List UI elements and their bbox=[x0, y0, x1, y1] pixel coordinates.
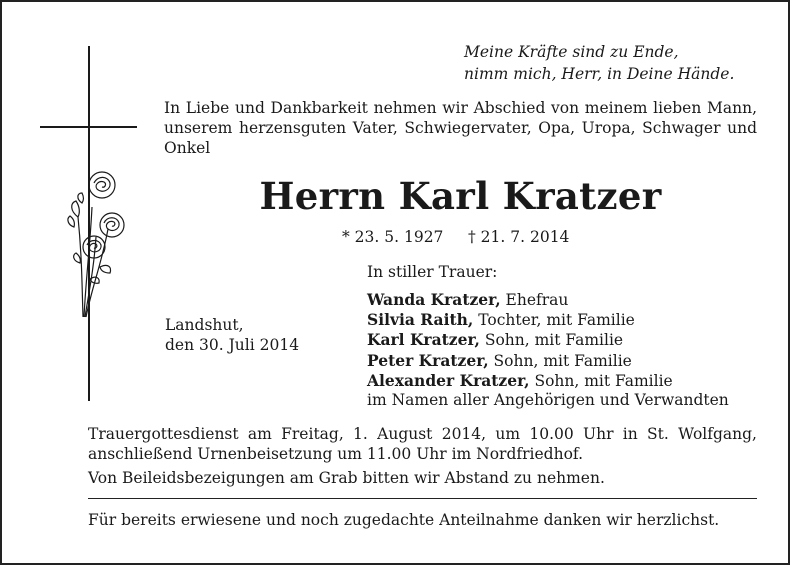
cross-crossbar bbox=[40, 126, 137, 128]
mourner-row bbox=[367, 371, 729, 391]
mourner-row bbox=[367, 351, 729, 371]
mourner-name: Wanda Kratzer, bbox=[367, 290, 501, 309]
mourner-row bbox=[367, 330, 729, 350]
mourner-relation: Sohn, mit Familie bbox=[488, 351, 632, 370]
place-date bbox=[165, 315, 299, 355]
birth-date: * 23. 5. 1927 bbox=[342, 228, 444, 246]
mourner-relation: Sohn, mit Familie bbox=[479, 331, 624, 350]
death-date: † 21. 7. 2014 bbox=[468, 228, 570, 246]
mourners-closing: im Namen aller Angehörigen und Verwandten bbox=[367, 391, 729, 410]
mourners-heading: In stiller Trauer: bbox=[367, 263, 498, 281]
mourner-name: Silvia Raith, bbox=[367, 310, 474, 330]
mourner-row bbox=[367, 310, 729, 330]
mourner-name: Alexander Kratzer, bbox=[367, 370, 530, 390]
place-line: Landshut, bbox=[165, 316, 244, 334]
roses-icon bbox=[64, 167, 134, 327]
mourner-name: Peter Kratzer, bbox=[367, 350, 489, 370]
mourners-list bbox=[367, 290, 729, 410]
date-line: den 30. Juli 2014 bbox=[165, 336, 300, 354]
condolence-note: Von Beileidsbezeigungen am Grab bitten wir Abstand zu nehmen. bbox=[88, 469, 605, 487]
mourner-relation: Sohn, mit Familie bbox=[529, 371, 673, 390]
service-info: Trauergottesdienst am Freitag, 1. August 2014, um 10.00 Uhr in St. Wolfgang, anschließend Urnenbeisetzung um 11.00 Uhr im Nordfriedhof. bbox=[88, 425, 757, 463]
mourner-row bbox=[367, 290, 729, 310]
mourner-relation: Ehefrau bbox=[500, 291, 569, 309]
motto-line-1: Meine Kräfte sind zu Ende, bbox=[464, 43, 679, 61]
motto-quote bbox=[464, 41, 734, 85]
divider bbox=[88, 498, 757, 499]
intro-text: In Liebe und Dankbarkeit nehmen wir Abschied von meinem lieben Mann, unserem herzensguten Vater, Schwiegervater, Opa, Uropa, Schwager und Onkel bbox=[164, 99, 757, 157]
deceased-name: Herrn Karl Kratzer bbox=[259, 174, 662, 218]
motto-line-2: nimm mich, Herr, in Deine Hände. bbox=[464, 65, 735, 83]
mourner-name: Karl Kratzer, bbox=[367, 330, 480, 350]
mourner-relation: Tochter, mit Familie bbox=[473, 311, 635, 330]
thanks-note: Für bereits erwiesene und noch zugedachte Anteilnahme danken wir herzlichst. bbox=[88, 511, 720, 529]
